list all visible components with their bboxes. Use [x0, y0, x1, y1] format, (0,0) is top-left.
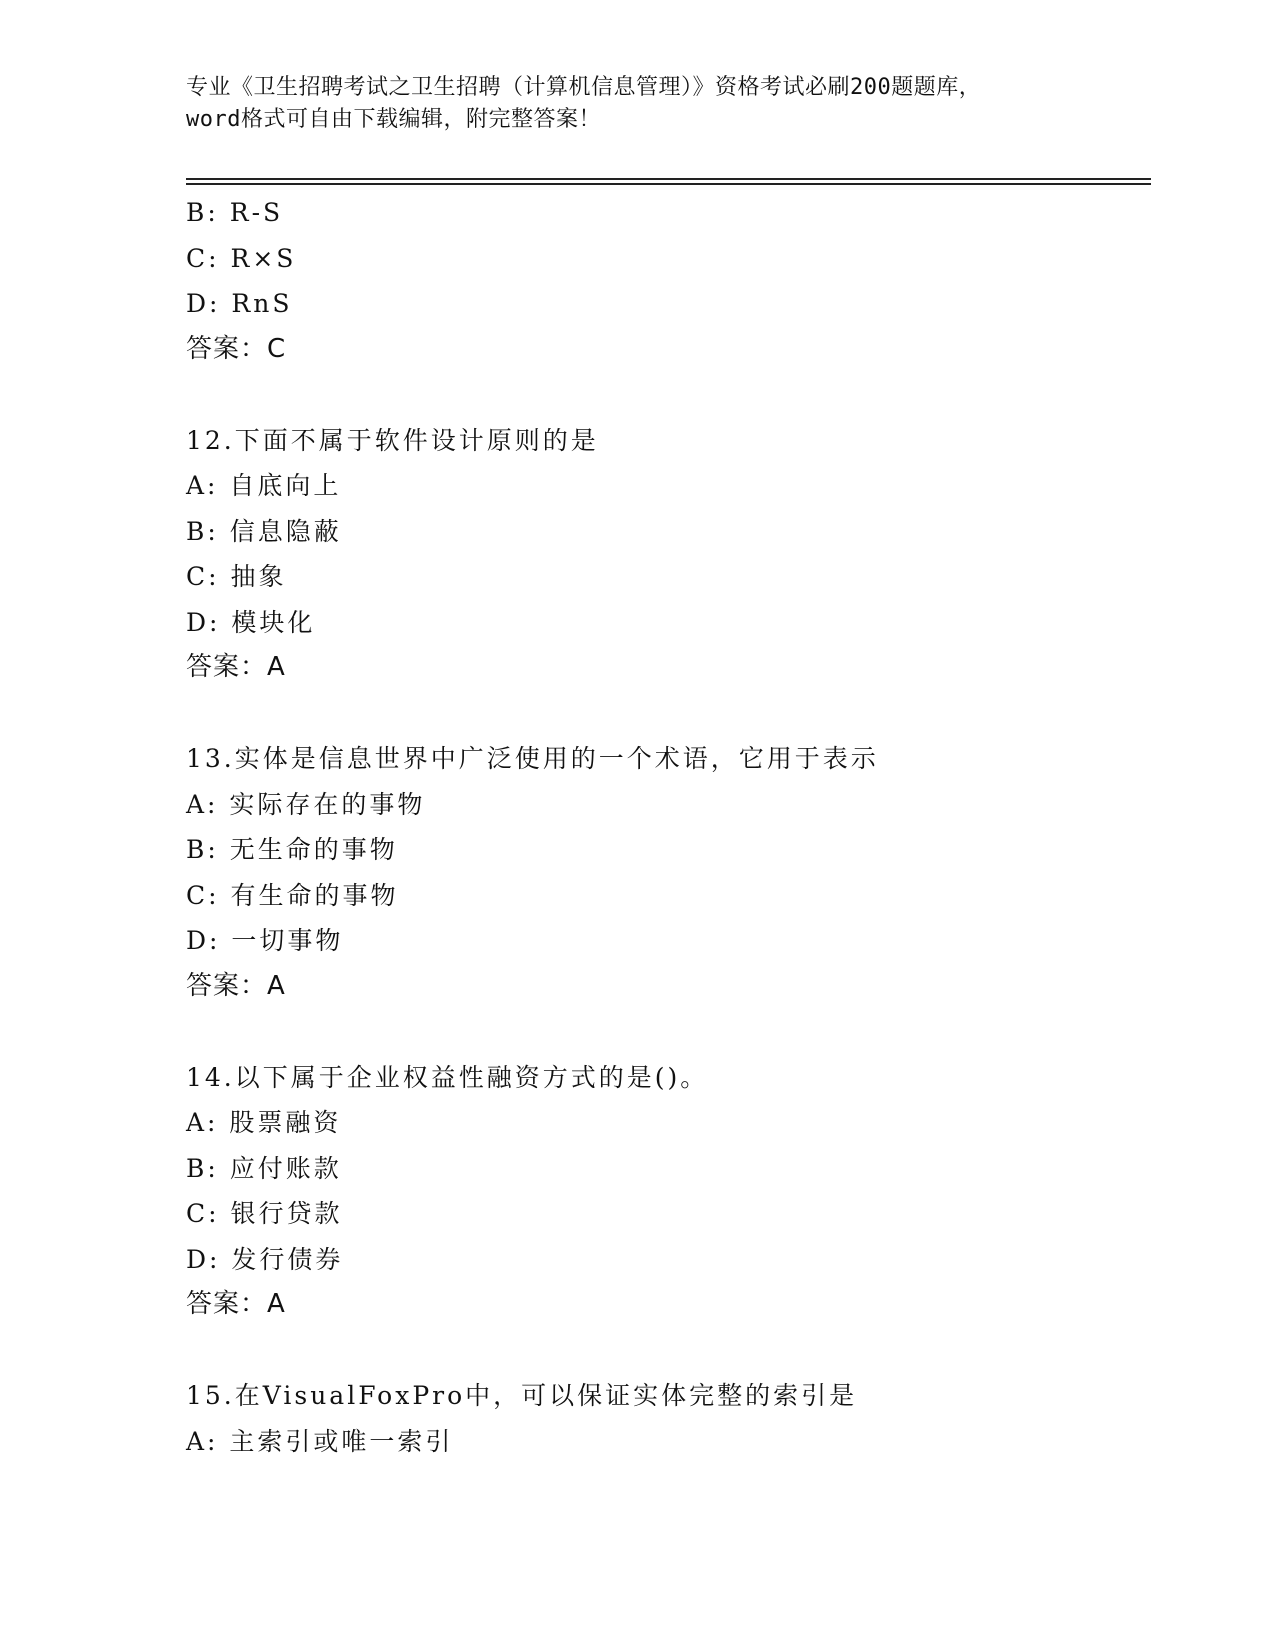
- option-a: A: 实际存在的事物: [186, 789, 426, 819]
- option-c: C: 有生命的事物: [186, 880, 399, 910]
- answer-line: 答案：A: [186, 1289, 286, 1319]
- header-title-line-1: 专业《卫生招聘考试之卫生招聘（计算机信息管理）》资格考试必刷200题题库，: [186, 75, 982, 100]
- option-d: D: 模块化: [186, 607, 316, 637]
- question-text: 14.以下属于企业权益性融资方式的是()。: [186, 1062, 709, 1092]
- question-text: 13.实体是信息世界中广泛使用的一个术语，它用于表示: [186, 744, 879, 773]
- block-spacer: [186, 1009, 1146, 1055]
- document-header: [186, 72, 1086, 136]
- answer-line: 答案：C: [186, 333, 287, 364]
- option-b: B: 信息隐蔽: [186, 516, 342, 546]
- option-b: B: 无生命的事物: [186, 835, 398, 864]
- question-block-13: [186, 736, 1146, 1009]
- question-list: [186, 190, 1146, 1464]
- option-c: C: R×S: [186, 243, 297, 273]
- option-d: D: 一切事物: [186, 926, 344, 955]
- option-d: D: RnS: [186, 289, 293, 318]
- option-b: B: R-S: [186, 198, 284, 227]
- block-spacer: [186, 691, 1146, 737]
- option-b: B: 应付账款: [186, 1153, 342, 1183]
- block-spacer: [186, 1328, 1146, 1374]
- answer-line: 答案：A: [186, 652, 286, 682]
- header-divider-bottom: [186, 183, 1151, 185]
- option-c: C: 抽象: [186, 562, 287, 591]
- question-block-12: [186, 418, 1146, 691]
- question-block-11: [186, 190, 1146, 372]
- option-a: A: 主索引或唯一索引: [186, 1426, 454, 1456]
- option-a: A: 股票融资: [186, 1108, 342, 1137]
- header-title-line-2: word格式可自由下载编辑，附完整答案！: [186, 107, 601, 132]
- block-spacer: [186, 372, 1146, 418]
- option-c: C: 银行贷款: [186, 1199, 343, 1228]
- question-text: 15.在VisualFoxPro中，可以保证实体完整的索引是: [186, 1381, 858, 1410]
- option-a: A: 自底向上: [186, 471, 342, 500]
- question-block-15: [186, 1373, 1146, 1464]
- answer-line: 答案：A: [186, 970, 286, 1001]
- question-text: 12.下面不属于软件设计原则的是: [186, 425, 599, 455]
- question-block-14: [186, 1055, 1146, 1328]
- option-d: D: 发行债券: [186, 1244, 344, 1274]
- header-divider-top: [186, 178, 1151, 180]
